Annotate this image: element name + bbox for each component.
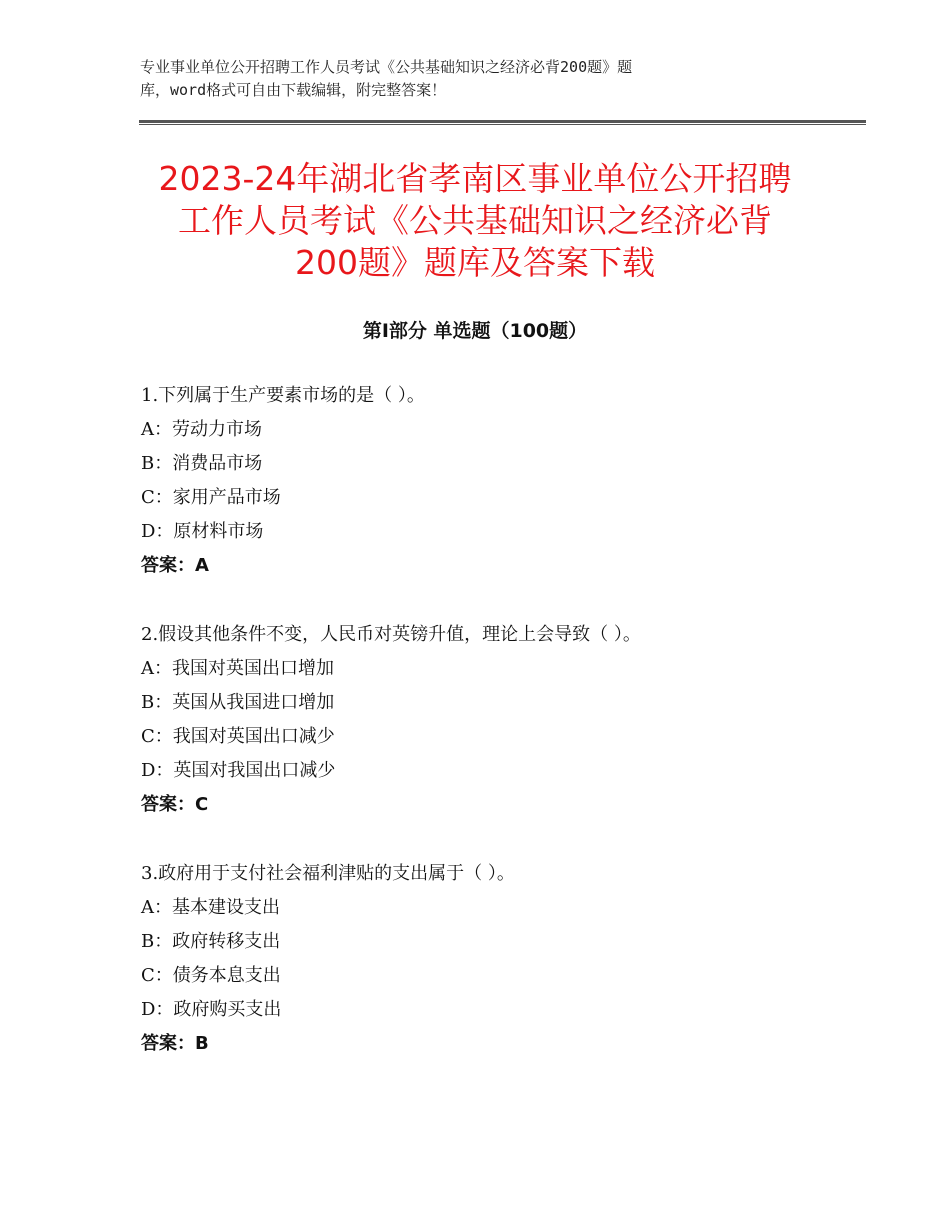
document-title-line-1: 2023-24年湖北省孝南区事业单位公开招聘: [158, 159, 792, 198]
answer: 答案：C: [141, 794, 209, 815]
option-d: D：英国对我国出口减少: [141, 760, 336, 781]
question-stem: 3.政府用于支付社会福利津贴的支出属于（ ）。: [141, 863, 515, 884]
option-a: A：我国对英国出口增加: [141, 658, 334, 679]
option-b: B：英国从我国进口增加: [141, 692, 335, 713]
question-stem: 1.下列属于生产要素市场的是（ ）。: [141, 385, 425, 406]
option-d: D：原材料市场: [141, 521, 264, 542]
option-c: C：我国对英国出口减少: [141, 726, 335, 747]
header-divider: [139, 120, 866, 125]
option-c: C：债务本息支出: [141, 965, 281, 986]
option-b: B：政府转移支出: [141, 931, 281, 952]
option-c: C：家用产品市场: [141, 487, 281, 508]
question-2: [141, 618, 861, 822]
question-3: [141, 857, 861, 1061]
document-title: [120, 158, 830, 284]
header-note-line-2: 库，word格式可自由下载编辑，附完整答案！: [140, 81, 447, 99]
document-title-line-2: 工作人员考试《公共基础知识之经济必背: [178, 201, 772, 240]
section-title: 第Ⅰ部分 单选题（100题）: [362, 320, 588, 342]
option-a: A：劳动力市场: [141, 419, 262, 440]
header-note: [140, 56, 765, 102]
document-title-line-3: 200题》题库及答案下载: [295, 243, 655, 282]
question-1: [141, 379, 861, 583]
header-note-line-1: 专业事业单位公开招聘工作人员考试《公共基础知识之经济必背200题》题: [140, 58, 633, 76]
option-b: B：消费品市场: [141, 453, 263, 474]
answer: 答案：A: [141, 555, 209, 576]
option-a: A：基本建设支出: [141, 897, 280, 918]
answer: 答案：B: [141, 1033, 209, 1054]
option-d: D：政府购买支出: [141, 999, 282, 1020]
question-stem: 2.假设其他条件不变，人民币对英镑升值，理论上会导致（ ）。: [141, 624, 641, 645]
